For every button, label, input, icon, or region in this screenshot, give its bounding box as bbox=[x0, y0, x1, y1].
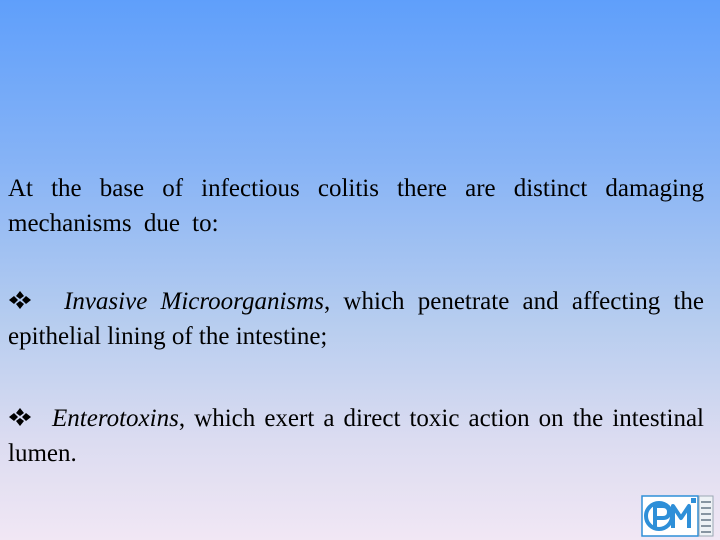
diamond-bullet-icon bbox=[8, 290, 32, 310]
bullet-item-invasive bbox=[8, 284, 704, 354]
bullet-text: , which exert a direct toxic action on the intestinal lumen. bbox=[8, 405, 704, 467]
bullet-term: Invasive Microorganisms bbox=[64, 288, 324, 315]
bullet-term: Enterotoxins bbox=[52, 405, 179, 432]
bullet-text: , which penetrate and affecting the epithelial lining of the intestine; bbox=[8, 288, 704, 350]
institution-logo-icon bbox=[641, 494, 715, 538]
diamond-bullet-icon bbox=[8, 407, 32, 427]
intro-paragraph: At the base of infectious colitis there are distinct damaging mechanisms due to: bbox=[8, 175, 704, 237]
bullet-item-enterotoxins bbox=[8, 401, 704, 471]
